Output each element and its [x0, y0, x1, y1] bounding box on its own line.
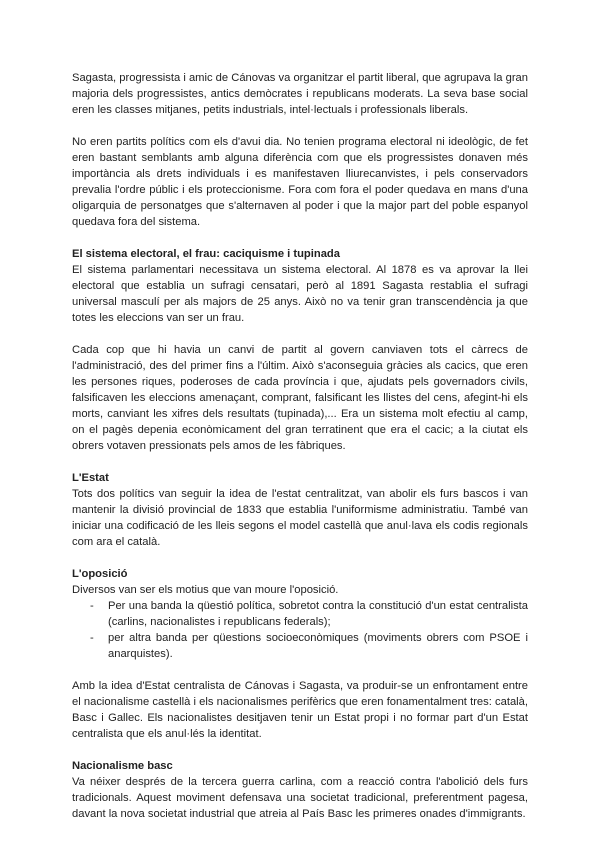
heading-state: L'Estat — [72, 472, 109, 484]
heading-electoral-system: El sistema electoral, el frau: caciquisme i tupinada — [72, 248, 340, 260]
bullet-dash: - — [90, 600, 94, 612]
paragraph-opposition-intro: Diversos van ser els motius que van moure l'oposició. — [72, 584, 339, 596]
bullet-dash: - — [90, 632, 94, 644]
paragraph-parties-description: No eren partits polítics com els d'avui dia. No tenien programa electoral ni ideològic, de fet eren bastant semblants amb alguna diferència com que els progressistes donaven més importància als drets individuals i es manifestaven lliurecanvistes, i pels conservadors prevalia l'ordre públic i els proteccionisme. Fora com fora el poder quedava en mans d'una oligarquia de personatges que s'alternaven al poder i que la major part del poble espanyol quedava fora del sistema. — [72, 136, 528, 228]
list-item-text: Per una banda la qüestió política, sobretot contra la constitució d'un estat centralista (carlins, nacionalistes i republicans federals); — [108, 600, 528, 628]
opposition-bullet-list — [72, 598, 528, 662]
list-item — [72, 598, 528, 630]
paragraph-centralized-state: Tots dos polítics van seguir la idea de l'estat centralitzat, van abolir els furs bascos i van mantenir la divisió provincial de 1833 que establia l'uniformisme administratiu. També van iniciar una codificació de les lleis segons el model castellà que anul·lava els codis regionals com ara el català. — [72, 488, 528, 548]
paragraph-basque-nationalism: Va néixer després de la tercera guerra carlina, com a reacció contra l'abolició dels furs tradicionals. Aquest moviment defensava una societat tradicional, preferentment pagesa, davant la nova societat industrial que atreia al País Basc les primeres onades d'immigrants. — [72, 776, 528, 820]
paragraph-caciquism: Cada cop que hi havia un canvi de partit al govern canviaven tots el càrrecs de l'administració, des del primer fins a l'últim. Això s'aconseguia gràcies als cacics, que eren les persones riques, poderoses de cada província i que, ajudats pels governadors civils, falsificaven les eleccions amenaçant, comprant, falsificant les llistes del cens, afegint-hi els morts, canviant les xifres dels resultats (tupinada),... Era un sistema molt efectiu al camp, on el pagès depenia econòmicament del gran terratinent que era el cacic; a la ciutat els obrers votaven pressionats pels amos de les fàbriques. — [72, 344, 528, 452]
document-page — [72, 70, 528, 822]
paragraph-electoral-law: El sistema parlamentari necessitava un sistema electoral. Al 1878 es va aprovar la llei electoral que establia un sufragi censatari, però al 1891 Sagasta restablia el sufragi universal masculí per als majors de 25 anys. Això no va tenir gran transcendència ja que totes les eleccions van ser un frau. — [72, 264, 528, 324]
paragraph-liberal-party: Sagasta, progressista i amic de Cánovas va organitzar el partit liberal, que agrupava la gran majoria dels progressistes, antics demòcrates i republicans moderats. La seva base social eren les classes mitjanes, petits industrials, intel·lectuals i professionals liberals. — [72, 72, 528, 116]
list-item-text: per altra banda per qüestions socioeconòmiques (moviments obrers com PSOE i anarquistes). — [108, 632, 528, 660]
heading-opposition: L'oposició — [72, 568, 128, 580]
paragraph-nationalisms: Amb la idea d'Estat centralista de Cánovas i Sagasta, va produir-se un enfrontament entre el nacionalisme castellà i els nacionalismes perifèrics que eren fonamentalment tres: català, Basc i Gallec. Els nacionalistes desitjaven tenir un Estat propi i no formar part d'un Estat centralista que els anul·lés la identitat. — [72, 680, 528, 740]
heading-basque-nationalism: Nacionalisme basc — [72, 760, 173, 772]
list-item — [72, 630, 528, 662]
